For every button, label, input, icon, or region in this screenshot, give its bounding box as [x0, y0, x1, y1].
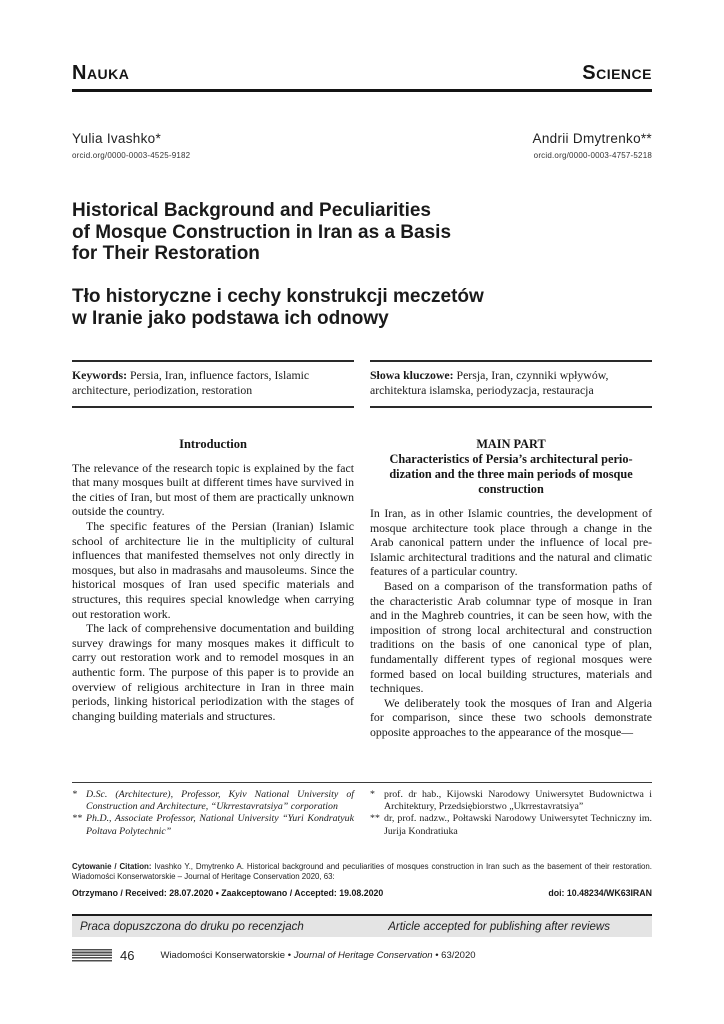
- article-title-polish: [72, 286, 652, 329]
- journal-name-polish: Wiadomości Konserwatorskie •: [160, 950, 294, 961]
- footnote: [72, 813, 354, 837]
- banner-text-english: Article accepted for publishing after reviews: [388, 920, 610, 933]
- keywords-row: [72, 360, 652, 408]
- paragraph: We deliberately took the mosques of Iran and Algeria for comparison, since these two schools demonstrate opposite approaches to the appearance of the mosque—: [370, 695, 652, 739]
- keywords-text: Persia, Iran, influence factors, Islamic architecture, periodization, restoration: [72, 368, 310, 397]
- paragraph: The specific features of the Persian (Iranian) Islamic school of architecture lie in the multiplicity of cultural influences that manifested themselves not only directly in mosques, but also in madrasahs and mausoleums. Since the historical mosques of Iran used specific materials and structures, this requires special knowledge when carrying out restoration work.: [72, 518, 354, 621]
- footnote-marker: **: [370, 813, 380, 825]
- footnote-rule: [72, 782, 652, 783]
- title-line: Tło historyczne i cechy konstrukcji meczetów: [72, 286, 484, 307]
- review-banner: [72, 916, 652, 937]
- heading-line: MAIN PART: [476, 437, 546, 451]
- article-title-english: [72, 200, 652, 265]
- title-line: Historical Background and Peculiarities: [72, 200, 431, 221]
- dates-row: [72, 888, 652, 898]
- title-line: for Their Restoration: [72, 243, 260, 264]
- author-left: [72, 131, 190, 160]
- footnotes-left: [72, 789, 354, 838]
- heading-line: Characteristics of Persia’s architectural perio-: [389, 452, 633, 466]
- citation-label: Cytowanie / Citation:: [72, 862, 155, 871]
- heading-line: dization and the three main periods of mosque: [389, 467, 633, 481]
- footnote-text: prof. dr hab., Kijowski Narodowy Uniwersytet Budownictwa i Architektury, Przedsiębiorstwo „Ukrrestavratsiya”: [384, 789, 652, 813]
- citation-block: [72, 862, 652, 882]
- keywords-polish: [370, 360, 652, 408]
- column-left: [72, 437, 354, 740]
- citation-text: Ivashko Y., Dmytrenko A. Historical background and peculiarities of mosques construction in Iran such as the basement of their restoration. Wiadomości Konserwatorskie – Journal of Heritage Conservation 2020, 63:: [72, 862, 652, 881]
- author-name: Andrii Dmytrenko**: [532, 131, 652, 146]
- banner-text-polish: Praca dopuszczona do druku po recenzjach: [80, 920, 304, 933]
- journal-issue: • 63/2020: [432, 950, 476, 961]
- page-number: 46: [120, 948, 135, 963]
- paragraph: Based on a comparison of the transformation paths of the characteristic Arab columnar type of mosque in Iran and in the Maghreb countries, it can be seen how, with the imposition of strong local architectural and construction traditions on the basis of one canonical type of plan, fundamentally different types of regional mosques were formed based on local building structures, materials and techniques.: [370, 578, 652, 696]
- author-right: [533, 131, 652, 160]
- received-accepted-dates: Otrzymano / Received: 28.07.2020 • Zaakceptowano / Accepted: 19.08.2020: [72, 888, 384, 898]
- column-right: [370, 437, 652, 740]
- title-line: of Mosque Construction in Iran as a Basis: [72, 221, 452, 243]
- keywords-label: Słowa kluczowe:: [370, 368, 454, 382]
- page-header: [72, 62, 652, 85]
- keywords-text: Persja, Iran, czynniki wpływów, architektura islamska, periodyzacja, restauracja: [370, 368, 609, 397]
- footnote-text: D.Sc. (Architecture), Professor, Kyiv National University of Construction and Architecture, “Ukrrestavratsiya” corporation: [86, 789, 354, 813]
- author-name: Yulia Ivashko*: [72, 131, 162, 146]
- footnote: [370, 813, 652, 837]
- paragraph: In Iran, as in other Islamic countries, the development of mosque architecture took place through a change in the Arab canonical pattern under the influence of local pre-Islamic architectural traditions and the natural and climatic features of a particular country.: [370, 506, 652, 579]
- footnote-marker: *: [370, 789, 375, 800]
- section-heading-main-part: [370, 437, 652, 497]
- footnotes-right: [370, 789, 652, 838]
- footnote-text: Ph.D., Associate Professor, National University “Yuri Kondratyuk Poltava Polytechnic”: [86, 813, 354, 837]
- keywords-label: Keywords:: [72, 368, 128, 382]
- footnotes: [72, 789, 652, 838]
- paragraph: The relevance of the research topic is explained by the fact that many mosques built at different times have survived in the cities of Iran, but most of them are practically unknown outside the country.: [72, 460, 354, 519]
- heading-line: construction: [478, 482, 544, 496]
- journal-title-line: [160, 950, 475, 961]
- header-rule: [72, 89, 652, 92]
- footnote: [370, 789, 652, 813]
- header-section-left: Nauka: [72, 62, 130, 84]
- footnote-marker: **: [72, 813, 82, 825]
- journal-lines-icon: [72, 949, 112, 962]
- title-line: w Iranie jako podstawa ich odnowy: [72, 307, 389, 329]
- page-footer: [72, 948, 652, 963]
- journal-name-english: Journal of Heritage Conservation: [293, 950, 433, 961]
- footnote-text: dr, prof. nadzw., Połtawski Narodowy Uniwersytet Techniczny im. Jurija Kondratiuka: [384, 813, 652, 837]
- keywords-english: [72, 360, 354, 408]
- article-body: [72, 437, 652, 740]
- header-section-right: Science: [582, 62, 652, 84]
- author-orcid: orcid.org/0000-0003-4525-9182: [72, 151, 191, 160]
- footnote: [72, 789, 354, 813]
- section-heading-introduction: Introduction: [179, 437, 247, 451]
- author-orcid: orcid.org/0000-0003-4757-5218: [533, 151, 652, 160]
- footnote-marker: *: [72, 789, 77, 800]
- doi: doi: 10.48234/WK63IRAN: [548, 888, 652, 898]
- paragraph: The lack of comprehensive documentation and building survey drawings for many mosques makes it difficult to carry out restoration work and to remodel mosques in an authentic form. The purpose of this paper is to provide an overview of religious architecture in Iran in three main periods, linking historical periodization with the stages of changing building materials and structures.: [72, 621, 354, 723]
- authors-row: [72, 131, 652, 160]
